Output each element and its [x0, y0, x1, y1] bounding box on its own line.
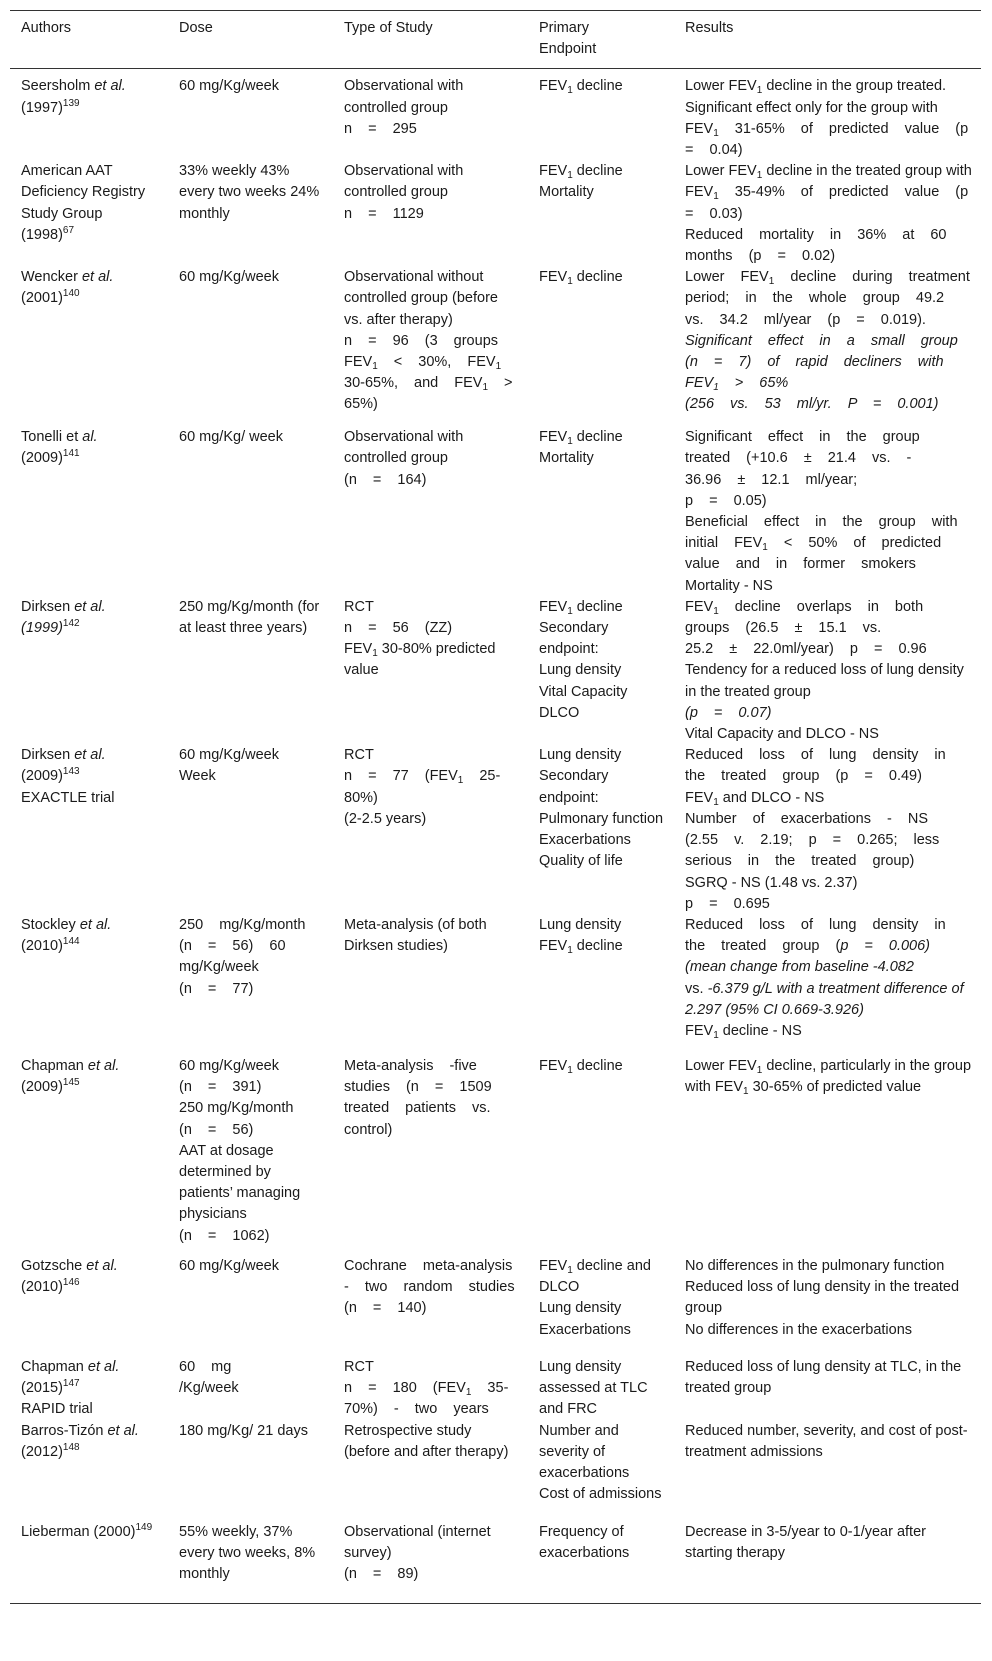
- cell-endpoint: Lung density $FEV_1$ decline: [539, 916, 623, 957]
- table-row: [10, 1421, 981, 1522]
- header-primary-endpoint: Primary Endpoint: [539, 20, 597, 58]
- cell-endpoint: Lung density assessed at TLC and FRC: [539, 1358, 648, 1418]
- cell-type: RCT n = 56 (ZZ) $FEV_1$ 30-80% predicted value: [344, 598, 496, 679]
- cell-authors: Dirksen et al. $(2009)^{143}$ EXACTLE trial: [21, 747, 115, 806]
- table-row: [10, 597, 981, 745]
- cell-results: Reduced loss of lung density in the treated group (p = 0.006) (mean change from baseline -4.082 vs. -6.379 g/L with a treatment difference of 2.297 (95% CI 0.669-3.926) $FEV_1$ decline - NS: [685, 916, 964, 1041]
- cell-type: Retrospective study (before and after therapy): [344, 1422, 509, 1460]
- cell-type: Meta-analysis -five studies (n = 1509 treated patients vs. control): [344, 1057, 492, 1138]
- cell-results: Decrease in 3-5/year to 0-1/year after starting therapy: [685, 1523, 926, 1561]
- cell-results: Lower $FEV_1$ decline, particularly in the group with $FEV_1$ 30-65% of predicted value: [685, 1057, 972, 1098]
- cell-endpoint: $FEV_1$ decline: [539, 269, 623, 288]
- cell-results: Reduced loss of lung density at TLC, in the treated group: [685, 1358, 962, 1397]
- cell-type: RCT n = 180 ($FEV_1$ 35-70%) - two years: [344, 1358, 509, 1418]
- cell-authors: Seersholm et al. $(1997)^{139}$: [21, 78, 126, 116]
- cell-type: Cochrane meta-analysis - two random studies (n = 140): [344, 1257, 515, 1317]
- cell-type: Observational with controlled group (n = 164): [344, 429, 464, 488]
- cell-authors: Wencker et al. $(2001)^{140}$: [21, 269, 114, 307]
- header-dose: Dose: [179, 20, 213, 36]
- table-row: [10, 1256, 981, 1357]
- cell-authors: Dirksen et al. $(1999)^{142}$: [21, 598, 106, 637]
- cell-endpoint: Number and severity of exacerbations Cost of admissions: [539, 1422, 662, 1503]
- cell-results: $FEV_1$ decline overlaps in both groups (26.5 ± 15.1 vs. 25.2 ± 22.0ml/year) p = 0.96 Tendency for a reduced loss of lung density in the treated group (p = 0.07) Vital Capacity and DLCO - NS: [685, 598, 964, 743]
- cell-dose: 33% weekly 43% every two weeks 24% monthly: [179, 163, 320, 222]
- cell-dose: 250 mg/Kg/month (n = 56) 60 mg/Kg/week (n = 77): [179, 916, 306, 997]
- table-row: [10, 161, 981, 267]
- cell-dose: 60 mg/Kg/week: [179, 269, 279, 286]
- cell-type: Meta-analysis (of both Dirksen studies): [344, 916, 487, 955]
- cell-dose: 60 mg/Kg/week (n = 391) 250 mg/Kg/month (n = 56) AAT at dosage determined by patients’ managing physicians (n = 1062): [179, 1057, 301, 1244]
- cell-authors: American AAT Deficiency Registry Study Group $(1998)^{67}$: [21, 163, 146, 243]
- cell-type: Observational with controlled group n = 295: [344, 78, 464, 137]
- cell-authors: Chapman et al. $(2015)^{147}$ RAPID trial: [21, 1358, 120, 1418]
- cell-authors: Lieberman $(2000)^{149}$: [21, 1521, 153, 1540]
- cell-authors: Barros-Tizón et al. $(2012)^{148}$: [21, 1422, 139, 1460]
- cell-endpoint: $FEV_1$ decline: [539, 1057, 623, 1076]
- cell-results: Significant effect in the group treated (+10.6 ± 21.4 vs. - 36.96 ± 12.1 ml/year; p = 0.05) Beneficial effect in the group with initial $FEV_1 < 50\%$ of predicted value and in former smokers Mortality - NS: [685, 429, 958, 594]
- cell-results: No differences in the pulmonary function Reduced loss of lung density in the treated group No differences in the exacerbations: [685, 1257, 960, 1338]
- cell-dose: 60 mg /Kg/week: [179, 1358, 239, 1397]
- cell-dose: 250 mg/Kg/month (for at least three years): [179, 598, 320, 637]
- cell-dose: 180 mg/Kg/ 21 days: [179, 1422, 308, 1439]
- table-row: [10, 69, 981, 161]
- cell-authors: Gotzsche et al. $(2010)^{146}$: [21, 1257, 118, 1296]
- cell-endpoint: $FEV_1$ decline Secondary endpoint: Lung density Vital Capacity DLCO: [539, 598, 628, 721]
- cell-endpoint: $FEV_1$ decline Mortality: [539, 163, 623, 201]
- cell-endpoint: $FEV_1$ decline and DLCO Lung density Exacerbations: [539, 1257, 651, 1338]
- cell-endpoint: Lung density Secondary endpoint: Pulmonary function Exacerbations Quality of life: [539, 747, 664, 870]
- cell-authors: Chapman et al. $(2009)^{145}$: [21, 1057, 120, 1096]
- cell-dose: 55% weekly, 37% every two weeks, 8% monthly: [179, 1523, 316, 1582]
- cell-authors: Tonelli et al. $(2009)^{141}$: [21, 429, 98, 467]
- cell-results: Lower $FEV_1$ decline in the group treated. Significant effect only for the group with $FEV_1$ 31-65% of predicted value (p = 0.04): [685, 78, 969, 159]
- header-authors: Authors: [21, 20, 71, 36]
- header-results: Results: [685, 20, 734, 36]
- cell-type: Observational with controlled group n = 1129: [344, 163, 464, 222]
- table-row: [10, 1357, 981, 1421]
- cell-type: Observational (internet survey) (n = 89): [344, 1523, 491, 1582]
- cell-dose: 60 mg/Kg/week: [179, 1257, 279, 1274]
- cell-type: Observational without controlled group (before vs. after therapy) n = 96 (3 groups $FEV_1 < 30\%$, $FEV_1$ 30-65%, and $FEV_1 > 65\%$): [344, 269, 513, 413]
- cell-endpoint: Frequency of exacerbations: [539, 1523, 630, 1561]
- cell-results: Lower $FEV_1$ decline during treatment period; in the whole group 49.2 vs. 34.2 ml/year (p = 0.019). Significant effect in a small group (n = 7) of rapid decliners with $FEV_1 > 65\%$ (256 vs. 53 ml/yr. P = 0.001): [685, 269, 970, 413]
- cell-dose: 60 mg/Kg/week: [179, 78, 279, 95]
- cell-type: RCT n = 77 ($FEV_1$ 25-80%) (2-2.5 years): [344, 747, 501, 827]
- table-row: [10, 915, 981, 1056]
- table-row: [10, 745, 981, 915]
- table-row: [10, 1056, 981, 1256]
- study-table: [10, 10, 981, 1604]
- cell-endpoint: $FEV_1$ decline: [539, 78, 623, 97]
- cell-results: Reduced loss of lung density in the treated group (p = 0.49) $FEV_1$ and DLCO - NS Number of exacerbations - NS (2.55 v. 2.19; p = 0.265; less serious in the treated group) SGRQ - NS (1.48 vs. 2.37) p = 0.695: [685, 747, 946, 912]
- cell-results: Reduced number, severity, and cost of post-treatment admissions: [685, 1422, 968, 1460]
- cell-endpoint: $FEV_1$ decline Mortality: [539, 429, 623, 467]
- cell-authors: Stockley et al. $(2010)^{144}$: [21, 916, 112, 955]
- cell-results: Lower $FEV_1$ decline in the treated group with $FEV_1$ 35-49% of predicted value (p = 0.03) Reduced mortality in 36% at 60 months (p = 0.02): [685, 163, 972, 265]
- cell-dose: 60 mg/Kg/week Week: [179, 747, 279, 785]
- table-row: [10, 427, 981, 597]
- header-type-of-study: Type of Study: [344, 20, 433, 36]
- header-row: [10, 11, 981, 69]
- table-row: [10, 1522, 981, 1604]
- table-row: [10, 267, 981, 427]
- cell-dose: 60 mg/Kg/ week: [179, 429, 283, 446]
